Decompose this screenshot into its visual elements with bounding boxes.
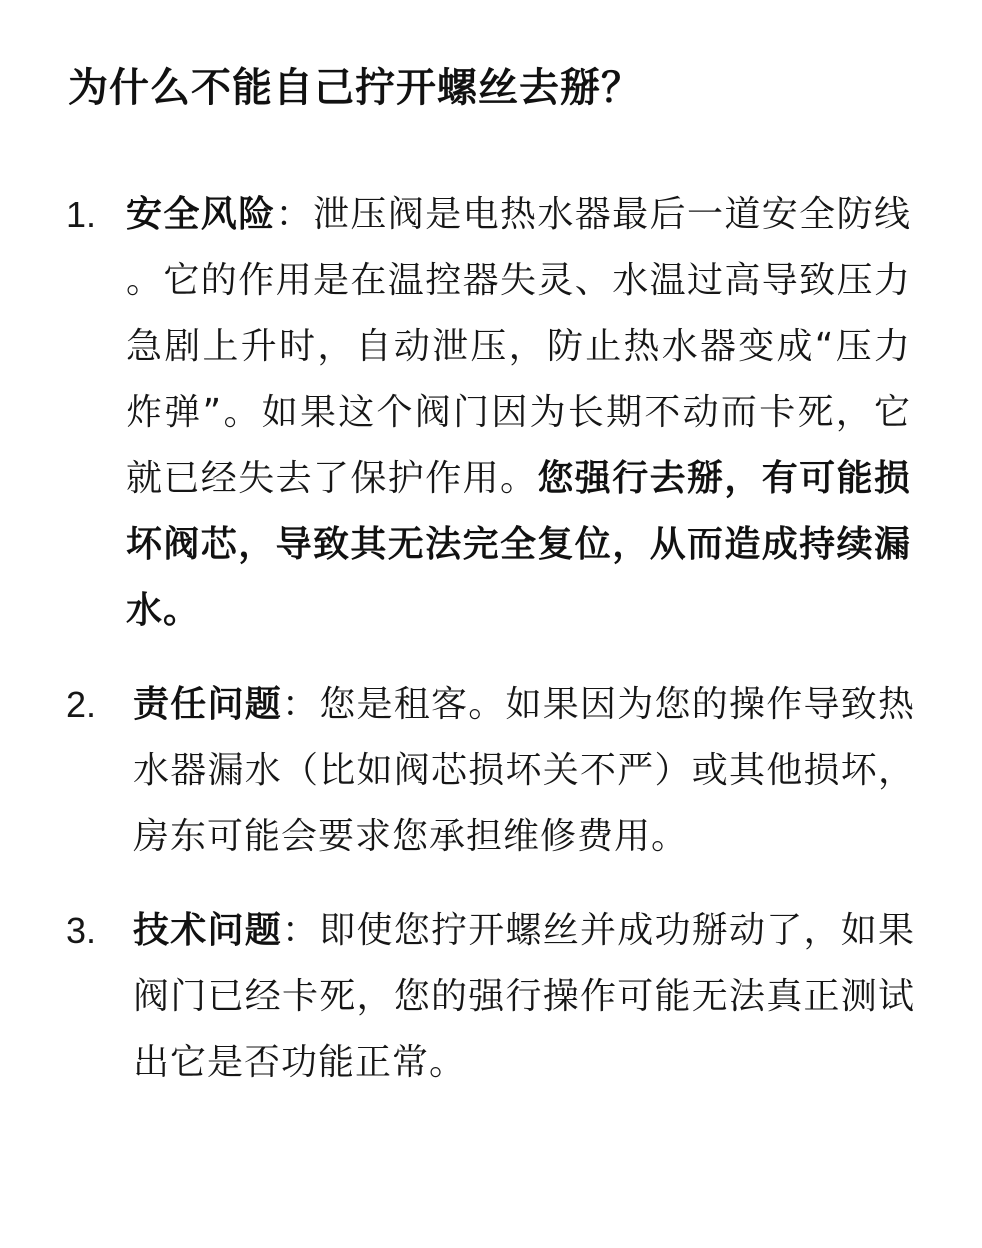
list-item — [0, 182, 982, 644]
list-item — [0, 898, 982, 1096]
list-item-number: 1. — [66, 194, 97, 235]
list-item-emphasis: 您强行去掰，有可能损坏阀芯，导致其无法完全复位，从而造成持续漏水。 — [126, 458, 911, 631]
list-item-body: 泄压阀是电热水器最后一道安全防线。它的作用是在温控器失灵、水温过高导致压力急剧上升时，自动泄压，防止热水器变成“压力炸弹”。如果这个阀门因为长期不动而卡死，它就已经失去了保护作用。 — [126, 194, 911, 499]
list-item-body: 您是租客。如果因为您的操作导致热水器漏水（比如阀芯损坏关不严）或其他损坏，房东可能会要求您承担维修费用。 — [133, 684, 915, 857]
list-item-text — [0, 672, 915, 870]
list-item-number: 2. — [66, 684, 97, 725]
term-separator: ： — [282, 910, 320, 951]
reasons-list — [0, 182, 982, 1124]
term-separator: ： — [275, 194, 313, 235]
list-item-body: 即使您拧开螺丝并成功掰动了，如果阀门已经卡死，您的强行操作可能无法真正测试出它是否功能正常。 — [133, 910, 915, 1083]
list-item-text — [0, 898, 915, 1096]
list-item-term: 责任问题 — [133, 684, 282, 725]
article-heading: 为什么不能自己拧开螺丝去掰？ — [68, 65, 642, 111]
list-item — [0, 672, 982, 870]
list-item-text — [0, 182, 911, 644]
term-separator: ： — [282, 684, 320, 725]
list-item-term: 技术问题 — [133, 910, 282, 951]
list-item-number: 3. — [66, 910, 97, 951]
list-item-term: 安全风险 — [126, 194, 276, 235]
